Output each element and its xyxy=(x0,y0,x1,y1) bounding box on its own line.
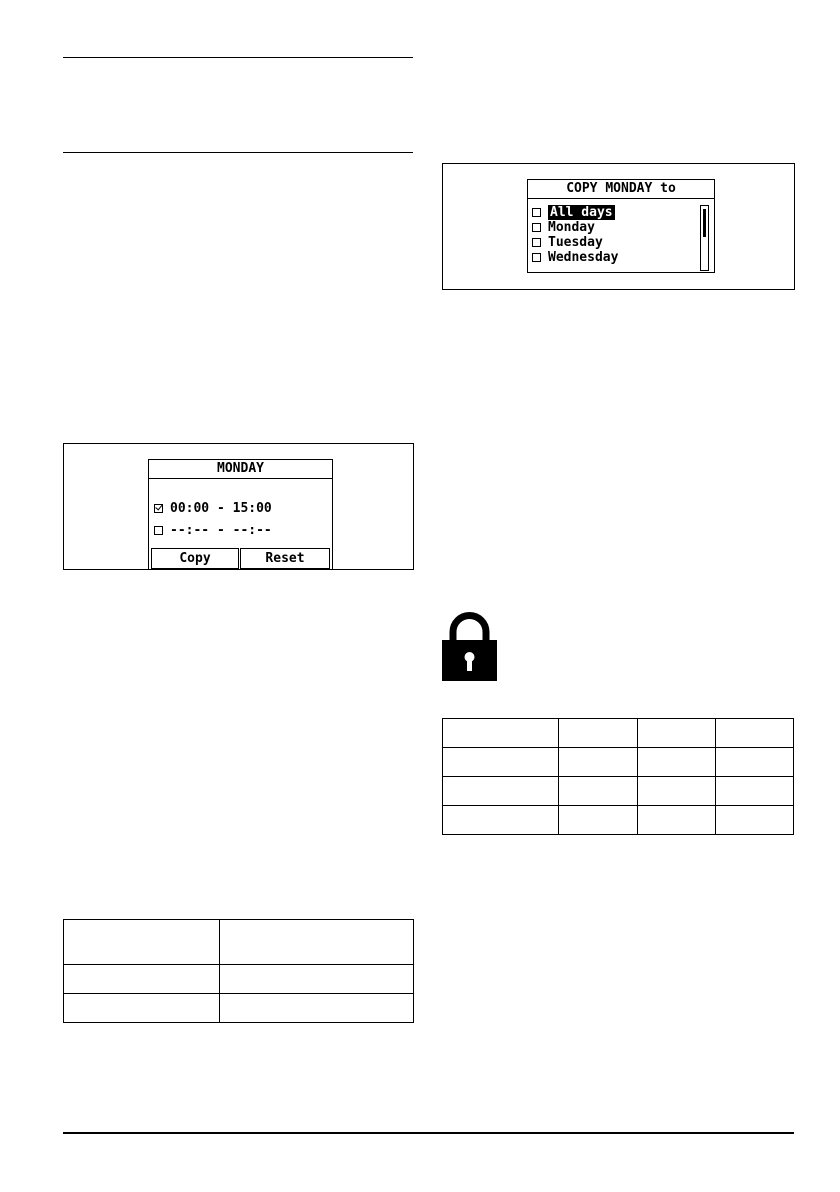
checkbox-icon[interactable] xyxy=(532,238,541,247)
day-option-label: Wednesday xyxy=(548,249,619,265)
table-cell xyxy=(715,748,793,777)
table-cell xyxy=(220,920,414,965)
table-cell xyxy=(559,748,637,777)
table-cell xyxy=(443,719,559,748)
list-scrollbar[interactable] xyxy=(700,205,709,271)
day-option-label: Tuesday xyxy=(548,234,603,250)
copy-screen-title: COPY MONDAY to xyxy=(528,180,714,199)
time-slot-2-text: --:-- - --:-- xyxy=(170,522,272,538)
table-cell xyxy=(443,806,559,835)
checkbox-icon[interactable] xyxy=(532,223,541,232)
table-cell xyxy=(64,965,220,994)
checkbox-icon[interactable] xyxy=(532,208,541,217)
table-cell xyxy=(637,777,715,806)
checkbox-unchecked-icon[interactable] xyxy=(154,526,163,535)
table-cell xyxy=(64,994,220,1023)
table-row xyxy=(443,806,794,835)
table-row xyxy=(64,994,414,1023)
left-table xyxy=(63,919,414,1023)
table-row xyxy=(64,965,414,994)
monday-screen-title: MONDAY xyxy=(149,460,332,479)
monday-screen xyxy=(148,459,333,570)
reset-button[interactable]: Reset xyxy=(240,548,330,569)
padlock-icon xyxy=(442,610,497,681)
table-cell xyxy=(559,719,637,748)
checkbox-checked-icon[interactable] xyxy=(154,504,163,513)
table-row xyxy=(443,719,794,748)
footer-rule xyxy=(63,1132,794,1134)
table-cell xyxy=(637,719,715,748)
right-table xyxy=(442,718,794,835)
day-option-wednesday[interactable] xyxy=(532,249,618,265)
table-row xyxy=(443,777,794,806)
table-cell xyxy=(715,806,793,835)
day-option-label: Monday xyxy=(548,219,595,235)
section-rule xyxy=(63,152,413,153)
table-cell xyxy=(220,994,414,1023)
table-cell xyxy=(637,806,715,835)
table-cell xyxy=(559,806,637,835)
day-option-all-days[interactable] xyxy=(532,204,615,220)
day-option-tuesday[interactable] xyxy=(532,234,603,250)
table-cell xyxy=(220,965,414,994)
table-cell xyxy=(64,920,220,965)
table-row xyxy=(64,920,414,965)
scrollbar-thumb[interactable] xyxy=(703,209,706,237)
table-row xyxy=(443,748,794,777)
table-cell xyxy=(559,777,637,806)
time-slot-1-text: 00:00 - 15:00 xyxy=(170,500,272,516)
monday-screen-frame xyxy=(63,443,414,570)
table-cell xyxy=(443,777,559,806)
top-rule xyxy=(63,57,413,58)
checkbox-icon[interactable] xyxy=(532,253,541,262)
table-cell xyxy=(715,719,793,748)
copy-screen xyxy=(527,179,715,273)
copy-button[interactable]: Copy xyxy=(151,548,239,569)
table-cell xyxy=(637,748,715,777)
time-slot-row-2[interactable] xyxy=(154,522,272,538)
copy-screen-frame xyxy=(442,163,795,290)
day-option-label: All days xyxy=(550,204,613,220)
time-slot-row-1[interactable] xyxy=(154,500,272,516)
table-cell xyxy=(443,748,559,777)
day-option-monday[interactable] xyxy=(532,219,595,235)
table-cell xyxy=(715,777,793,806)
